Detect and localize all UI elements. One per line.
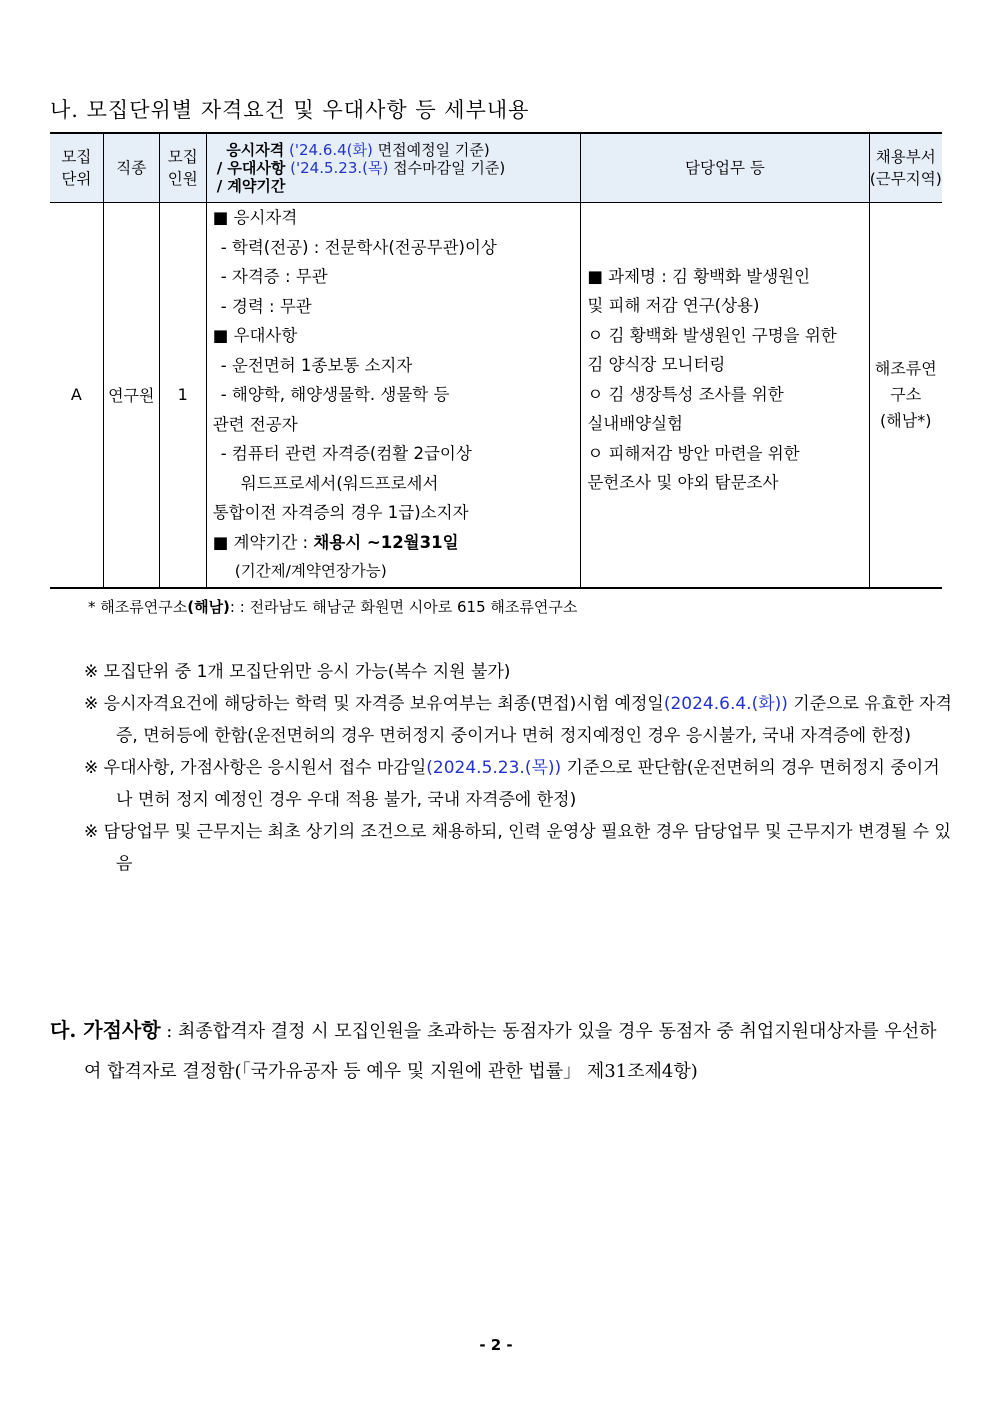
section-da <box>50 1010 945 1092</box>
qualification-career: - 경력 : 무관 <box>220 296 312 316</box>
duty-line: 및 피해 저감 연구(상용) <box>587 296 760 316</box>
note-item: ※ 담당업무 및 근무지는 최초 상기의 조건으로 채용하되, 인력 운영상 필요한 경우 담당업무 및 근무지가 변경될 수 있음 <box>84 822 951 874</box>
notes-block <box>84 656 954 880</box>
duty-line: 김 양식장 모니터링 <box>587 355 726 375</box>
preference-title: ■ 우대사항 <box>212 326 298 345</box>
preference-license: - 운전면허 1종보통 소지자 <box>220 355 413 375</box>
preference-computer-cont: 워드프로세서(워드프로세서 <box>240 473 439 493</box>
preference-major: - 해양학, 해양생물학. 생물학 등 <box>220 385 450 404</box>
qualification-title: ■ 응시자격 <box>212 208 298 227</box>
qualification-certificate: - 자격증 : 무관 <box>220 267 328 286</box>
preference-major-cont: 관련 전공자 <box>212 414 298 434</box>
note-item: ※ 응시자격요건에 해당하는 학력 및 자격증 보유여부는 최종(면접)시험 예정일(2024.6.4.(화)) 기준으로 유효한 자격증, 면허등에 한함(운전면허의 경우 면허정지 중이거나 면허 정지예정인 경우 응시불가, 국내 자격증에 한정) <box>84 694 952 746</box>
location-footnote: * 해조류연구소(해남): : 전라남도 해남군 화원면 시아로 615 해조류연구소 <box>88 598 578 616</box>
qualification-education: - 학력(전공) : 전문학사(전공무관)이상 <box>220 237 497 257</box>
header-duty: 담당업무 등 <box>581 133 869 203</box>
table-header-row <box>50 133 942 203</box>
note-item: ※ 모집단위 중 1개 모집단위만 응시 가능(복수 지원 불가) <box>84 662 511 682</box>
note-item: ※ 우대사항, 가점사항은 응시원서 접수 마감일(2024.5.23.(목)) 기준으로 판단함(운전면허의 경우 면허정지 중이거나 면허 정지 예정인 경우 우대 적용 불가, 국내 자격증에 한정) <box>84 758 940 810</box>
recruitment-table <box>50 132 942 589</box>
duty-line: ㅇ 김 황백화 발생원인 구명을 위한 <box>587 325 837 345</box>
header-count: 모집 인원 <box>159 133 206 203</box>
cell-job: 연구원 <box>103 203 159 588</box>
duty-line: ㅇ 김 생장특성 조사를 위한 <box>587 384 784 404</box>
header-dept: 채용부서 (근무지역) <box>869 133 942 203</box>
duty-line: ㅇ 피해저감 방안 마련을 위한 <box>587 443 800 463</box>
contract-period: ■ 계약기간 : 채용시 ~12월31일 <box>212 532 459 552</box>
cell-conditions <box>206 203 581 588</box>
duty-line: 실내배양실험 <box>587 414 683 434</box>
preference-computer: - 컴퓨터 관련 자격증(컴활 2급이상 <box>220 444 472 463</box>
duty-line: 문헌조사 및 야외 탐문조사 <box>587 473 779 493</box>
header-unit: 모집 단위 <box>50 133 103 203</box>
contract-note: (기간제/계약연장가능) <box>234 562 387 580</box>
duty-line: ■ 과제명 : 김 황백화 발생원인 <box>587 266 811 286</box>
header-conditions: 응시자격 ('24.6.4(화) 면접예정일 기준) / 우대사항 ('24.5.23.(목) 접수마감일 기준) / 계약기간 <box>206 133 581 203</box>
table-row <box>50 203 942 588</box>
section-title-na: 나. 모집단위별 자격요건 및 우대사항 등 세부내용 <box>50 98 530 122</box>
cell-unit: A <box>50 203 103 588</box>
section-da-text: : 최종합격자 결정 시 모집인원을 초과하는 동점자가 있을 경우 동점자 중 취업지원대상자를 우선하여 합격자로 결정함(「국가유공자 등 예우 및 지원에 관한 법률」 제31조제4항) <box>84 1021 937 1082</box>
preference-computer-cont2: 통합이전 자격증의 경우 1급)소지자 <box>212 503 469 522</box>
cell-dept: 해조류연 구소 (해남*) <box>869 203 942 588</box>
page-number: - 2 - <box>479 1336 513 1354</box>
cell-duties <box>581 203 869 588</box>
section-da-label: 다. 가점사항 <box>50 1018 161 1042</box>
cell-count: 1 <box>159 203 206 588</box>
header-job: 직종 <box>103 133 159 203</box>
